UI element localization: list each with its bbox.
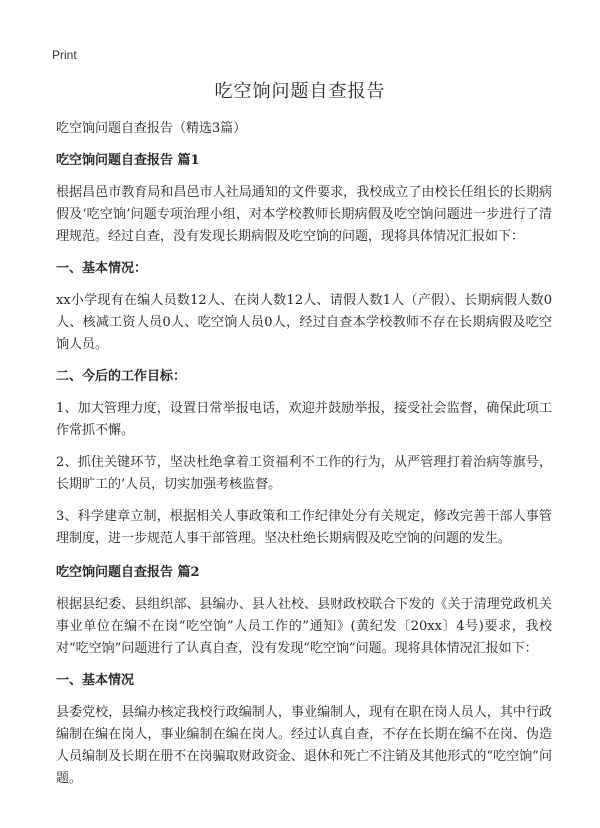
section-2-intro: 根据县纪委、县组织部、县编办、县人社校、县财政校联合下发的《关于清理党政机关事业单位在编不在岗“吃空饷”人员工作的”通知》(黄纪发〔20xx〕4号)要求，我校对“吃空饷”问题进行了认真自查，没有发现“吃空饷”问题。现将具体情况汇报如下：	[56, 597, 552, 656]
document-body	[56, 118, 552, 790]
section-1-goals-heading: 二、今后的工作目标：	[56, 369, 187, 384]
print-link[interactable]: Print	[52, 48, 77, 62]
section-1-goal-1: 1、加大管理力度，设置日常举报电话，欢迎并鼓励举报，接受社会监督，确保此项工作常抓不懈。	[56, 401, 552, 438]
section-1-intro: 根据昌邑市教育局和昌邑市人社局通知的文件要求，我校成立了由校长任组长的长期病假及‘吃空饷’问题专项治理小组，对本学校教师长期病假及吃空饷问题进一步进行了清理规范。经过自查，没有发现长期病假及吃空饷的问题，现将具体情况汇报如下：	[56, 185, 552, 244]
section-2-heading: 吃空饷问题自查报告 篇2	[56, 565, 200, 580]
document-subtitle: 吃空饷问题自查报告（精选3篇）	[56, 121, 247, 136]
section-2-basic-heading: 一、基本情况	[56, 673, 135, 688]
section-1-heading: 吃空饷问题自查报告 篇1	[56, 153, 200, 168]
section-1-goal-2: 2、抓住关键环节，坚决杜绝拿着工资福利不工作的行为，从严管理打着治病等旗号，长期旷工的’人员，切实加强考核监督。	[56, 455, 552, 492]
section-1-basic-heading: 一、基本情况：	[56, 261, 148, 276]
document-title: 吃空饷问题自查报告	[214, 81, 386, 102]
section-2-basic-text: 县委党校，县编办核定我校行政编制人，事业编制人，现有在职在岗人员人，其中行政编制在编在岗人，事业编制在编在岗人。经过认真自查，不存在长期在编不在岗、伪造人员编制及长期在册不在岗骗取财政资金、退休和死亡不注销及其他形式的“吃空饷”问题。	[56, 705, 552, 786]
section-1-basic-text: xx小学现有在编人员数12人、在岗人数12人、请假人数1人（产假）、长期病假人数0人、核减工资人员0人、吃空饷人员0人，经过自查本学校教师不存在长期病假及吃空饷人员。	[56, 293, 552, 352]
section-1-goal-3: 3、科学建章立制，根据相关人事政策和工作纪律处分有关规定，修改完善干部人事管理制度，进一步规范人事干部管理。坚决杜绝长期病假及吃空饷的问题的发生。	[56, 509, 552, 546]
